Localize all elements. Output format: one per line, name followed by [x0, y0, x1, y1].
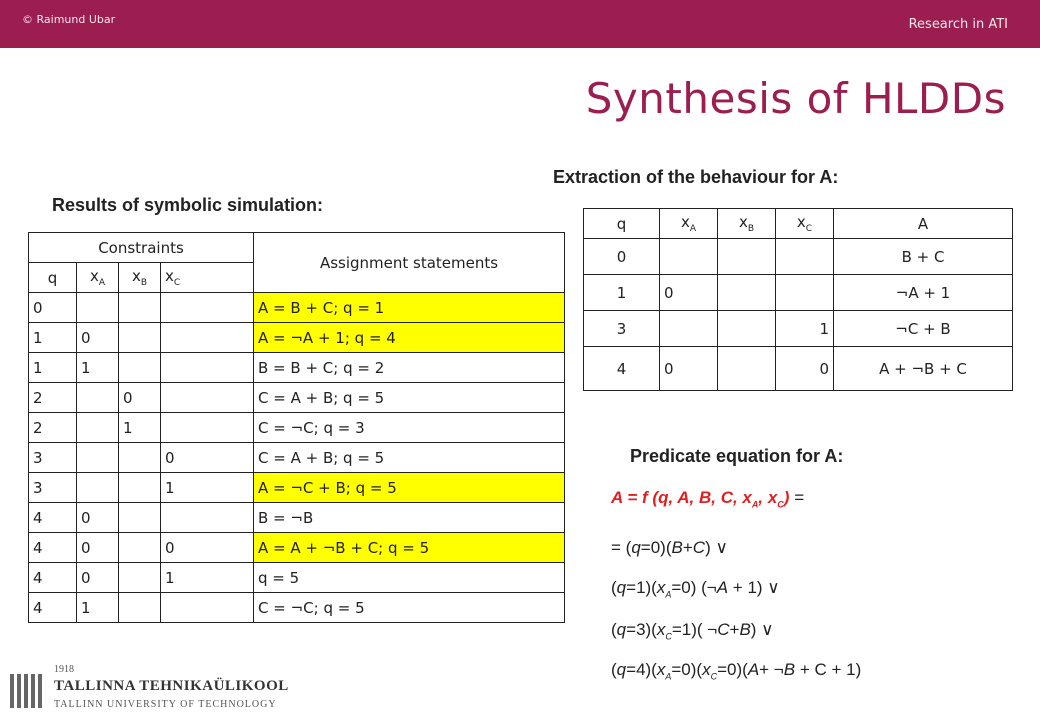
predicate-line-1: A = f (q, A, B, C, $x_A$, $x_C$) = — [611, 488, 805, 510]
sim-cell-q: 0 — [29, 293, 77, 323]
logo-year: 1918 — [54, 664, 74, 675]
sim-cell-xc — [161, 383, 254, 413]
ext-cell-xa — [660, 311, 718, 347]
ext-cell-xa: 0 — [660, 275, 718, 311]
sim-cell-xc — [161, 353, 254, 383]
sim-cell-xa: 0 — [77, 323, 119, 353]
right-heading: Extraction of the behaviour for A: — [553, 167, 839, 187]
sim-cell-q: 4 — [29, 533, 77, 563]
ext-cell-a: A + ¬B + C — [834, 347, 1013, 391]
sim-cell-xc: 1 — [161, 473, 254, 503]
sim-cell-xb — [119, 323, 161, 353]
sim-cell-statement: C = A + B; q = 5 — [254, 383, 565, 413]
sim-cell-xc — [161, 503, 254, 533]
sim-table-row — [29, 503, 565, 533]
sim-cell-statement: A = ¬C + B; q = 5 — [254, 473, 565, 503]
sim-cell-xa — [77, 413, 119, 443]
sim-cell-xb — [119, 563, 161, 593]
ext-cell-a: ¬C + B — [834, 311, 1013, 347]
sim-cell-xb: 1 — [119, 413, 161, 443]
university-emblem-icon — [10, 674, 44, 708]
predicate-line-3: $(q=1)(x_A=0)$ (¬A + 1) ∨ — [611, 578, 780, 600]
sim-table-row — [29, 323, 565, 353]
sim-table-row — [29, 533, 565, 563]
sim-table-row — [29, 473, 565, 503]
sim-cell-q: 3 — [29, 473, 77, 503]
predicate-line-2: = (q=0)(B+C) ∨ — [611, 538, 728, 557]
sim-table-row — [29, 563, 565, 593]
ext-table-row — [584, 275, 1013, 311]
course-label: Research in ATI — [908, 17, 1008, 32]
col-xb: $x_B$ — [119, 263, 161, 293]
predicate-line-4: $(q=3)(x_C=1)$( ¬C+B) ∨ — [611, 620, 774, 642]
sim-cell-statement: A = B + C; q = 1 — [254, 293, 565, 323]
ext-col-q: q — [584, 209, 660, 239]
sim-cell-xc: 1 — [161, 563, 254, 593]
logo-name: TALLINNA TEHNIKAÜLIKOOL — [54, 678, 289, 694]
university-logo — [10, 664, 310, 714]
ext-cell-xc: 1 — [776, 311, 834, 347]
ext-col-xa: $x_A$ — [660, 209, 718, 239]
sim-cell-xa: 0 — [77, 533, 119, 563]
ext-col-xb: $x_B$ — [718, 209, 776, 239]
sim-cell-statement: C = A + B; q = 5 — [254, 443, 565, 473]
sim-cell-xb — [119, 353, 161, 383]
ext-cell-xc — [776, 275, 834, 311]
ext-cell-xa: 0 — [660, 347, 718, 391]
sim-cell-xc — [161, 593, 254, 623]
col-xa: $x_A$ — [77, 263, 119, 293]
sim-table-row — [29, 353, 565, 383]
ext-cell-q: 0 — [584, 239, 660, 275]
ext-cell-a: ¬A + 1 — [834, 275, 1013, 311]
sim-cell-statement: A = A + ¬B + C; q = 5 — [254, 533, 565, 563]
ext-cell-xb — [718, 239, 776, 275]
sim-cell-xc — [161, 293, 254, 323]
sim-cell-statement: C = ¬C; q = 5 — [254, 593, 565, 623]
predicate-heading: Predicate equation for A: — [630, 446, 844, 466]
sim-cell-xb — [119, 533, 161, 563]
sim-cell-xb: 0 — [119, 383, 161, 413]
sim-cell-xa — [77, 473, 119, 503]
sim-cell-statement: A = ¬A + 1; q = 4 — [254, 323, 565, 353]
col-q: q — [29, 263, 77, 293]
sim-cell-xa — [77, 383, 119, 413]
predicate-line-5: $(q=4)(x_A=0)(x_C=0)(A+$ ¬B + C + 1) — [611, 660, 862, 682]
sim-cell-q: 2 — [29, 413, 77, 443]
sim-cell-q: 2 — [29, 383, 77, 413]
extraction-table — [583, 208, 1013, 391]
sim-cell-q: 4 — [29, 593, 77, 623]
sim-table-row — [29, 293, 565, 323]
sim-cell-xa: 1 — [77, 593, 119, 623]
ext-cell-xb — [718, 275, 776, 311]
constraints-header: Constraints — [29, 233, 254, 263]
ext-cell-q: 1 — [584, 275, 660, 311]
logo-name-en: TALLINN UNIVERSITY OF TECHNOLOGY — [54, 699, 277, 710]
ext-cell-xc — [776, 239, 834, 275]
sim-table-row — [29, 383, 565, 413]
sim-cell-xa — [77, 443, 119, 473]
ext-cell-q: 3 — [584, 311, 660, 347]
slide-title: Synthesis of HLDDs — [585, 74, 1006, 123]
col-xc: $x_C$ — [161, 263, 254, 293]
ext-col-xc: $x_C$ — [776, 209, 834, 239]
ext-col-a: A — [834, 209, 1013, 239]
ext-cell-xb — [718, 311, 776, 347]
sim-cell-xc — [161, 323, 254, 353]
ext-cell-xc: 0 — [776, 347, 834, 391]
sim-cell-xa — [77, 293, 119, 323]
sim-cell-xa: 1 — [77, 353, 119, 383]
sim-cell-xc: 0 — [161, 443, 254, 473]
ext-table-row — [584, 347, 1013, 391]
copyright-text: © Raimund Ubar — [22, 13, 116, 26]
sim-table-row — [29, 443, 565, 473]
sim-cell-statement: B = ¬B — [254, 503, 565, 533]
sim-cell-q: 4 — [29, 563, 77, 593]
sim-cell-xb — [119, 593, 161, 623]
ext-table-row — [584, 239, 1013, 275]
header-bar — [0, 0, 1040, 48]
sim-cell-q: 3 — [29, 443, 77, 473]
sim-cell-xb — [119, 503, 161, 533]
sim-cell-statement: B = B + C; q = 2 — [254, 353, 565, 383]
sim-table-row — [29, 413, 565, 443]
sim-cell-xa: 0 — [77, 503, 119, 533]
sim-cell-xc: 0 — [161, 533, 254, 563]
left-heading: Results of symbolic simulation: — [52, 195, 324, 215]
ext-table-row — [584, 311, 1013, 347]
sim-table-row — [29, 593, 565, 623]
sim-cell-q: 4 — [29, 503, 77, 533]
sim-cell-xc — [161, 413, 254, 443]
ext-cell-xa — [660, 239, 718, 275]
sim-cell-xb — [119, 473, 161, 503]
ext-cell-xb — [718, 347, 776, 391]
ext-cell-a: B + C — [834, 239, 1013, 275]
sim-cell-q: 1 — [29, 353, 77, 383]
assignment-header: Assignment statements — [254, 233, 565, 293]
sim-cell-xb — [119, 293, 161, 323]
sim-cell-q: 1 — [29, 323, 77, 353]
sim-cell-xa: 0 — [77, 563, 119, 593]
ext-cell-q: 4 — [584, 347, 660, 391]
sim-cell-statement: q = 5 — [254, 563, 565, 593]
sim-cell-xb — [119, 443, 161, 473]
sim-cell-statement: C = ¬C; q = 3 — [254, 413, 565, 443]
simulation-table — [28, 232, 565, 623]
